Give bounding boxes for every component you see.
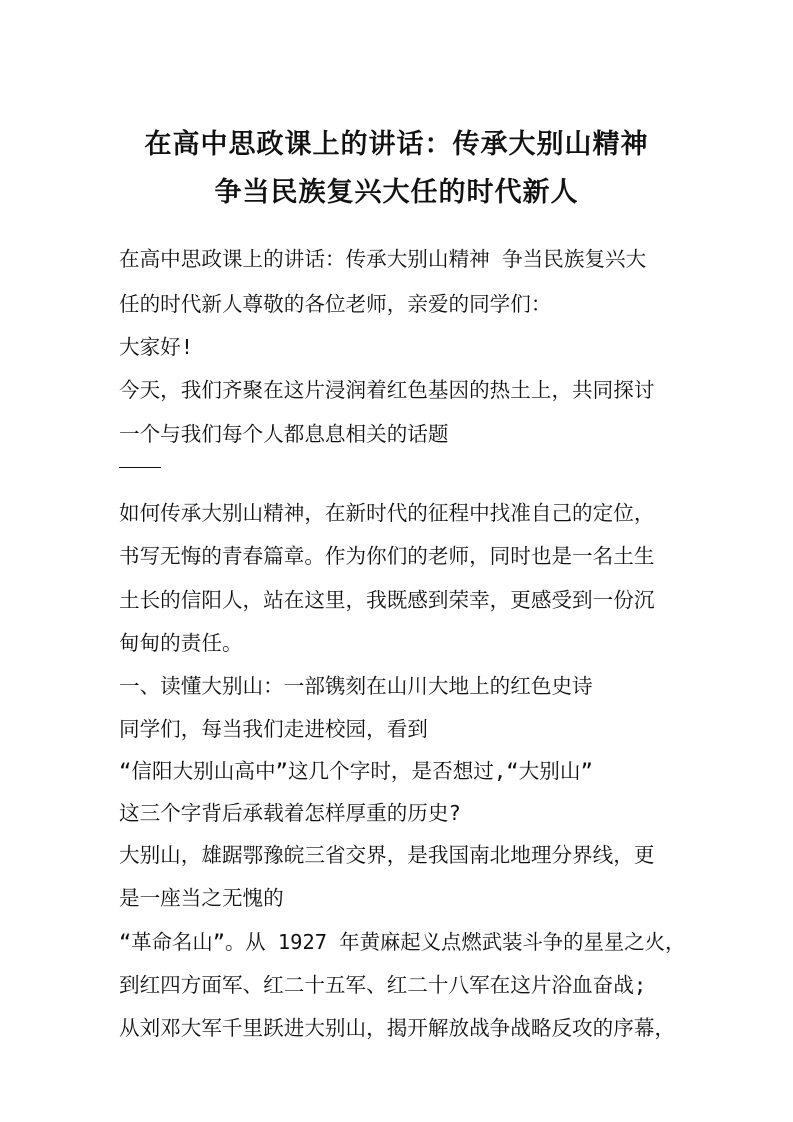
body-line: 书写无悔的青春篇章。作为你们的老师，同时也是一名土生	[119, 544, 655, 568]
em-dash-divider	[119, 467, 161, 468]
body-line: “革命名山”。从 1927 年黄麻起义点燃武装斗争的星星之火，	[119, 930, 686, 954]
body-line: 大别山，雄踞鄂豫皖三省交界，是我国南北地理分界线，更	[119, 843, 655, 867]
body-line: 任的时代新人尊敬的各位老师，亲爱的同学们：	[119, 292, 552, 316]
body-line: 这三个字背后承载着怎样厚重的历史?	[119, 801, 461, 825]
section-heading: 一、读懂大别山：一部镌刻在山川大地上的红色史诗	[119, 674, 593, 698]
body-line: 一个与我们每个人都息息相关的话题	[119, 422, 449, 446]
body-line: 同学们，每当我们走进校园，看到	[119, 717, 428, 741]
body-line: 今天，我们齐聚在这片浸润着红色基因的热土上，共同探讨	[119, 378, 655, 402]
body-line: 到红四方面军、红二十五军、红二十八军在这片浴血奋战;	[119, 973, 647, 997]
body-line: 如何传承大别山精神，在新时代的征程中找准自己的定位，	[119, 501, 655, 525]
body-line: 在高中思政课上的讲话：传承大别山精神 争当民族复兴大	[119, 247, 647, 271]
body-line: 从刘邓大军千里跃进大别山，揭开解放战争战略反攻的序幕，	[119, 1016, 676, 1040]
document-title-line-2: 争当民族复兴大任的时代新人	[214, 177, 579, 208]
body-line: “信阳大别山高中”这几个字时，是否想过,“大别山”	[119, 759, 593, 783]
body-line: 大家好!	[119, 335, 194, 359]
body-line: 土长的信阳人，站在这里，我既感到荣幸，更感受到一份沉	[119, 588, 655, 612]
body-line: 甸甸的责任。	[119, 631, 243, 655]
document-title-line-1: 在高中思政课上的讲话：传承大别山精神	[144, 129, 649, 160]
body-line: 是一座当之无愧的	[119, 886, 284, 910]
